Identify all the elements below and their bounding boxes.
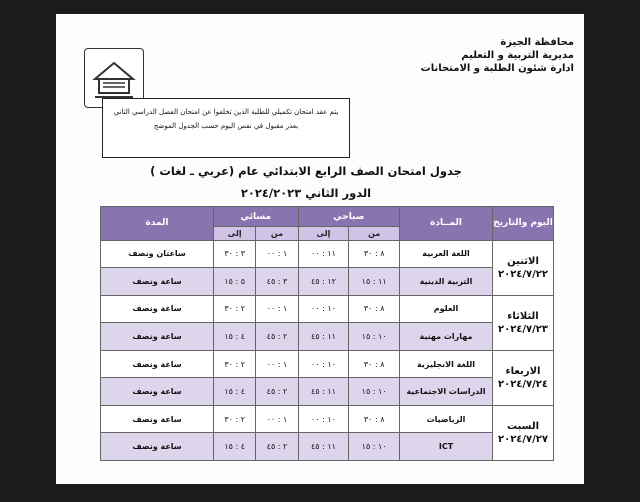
evening-from-cell: ١ : ٠٠ <box>256 350 298 378</box>
table-row <box>101 240 554 268</box>
day-date: ٢٠٢٤/٧/٢٤ <box>497 378 549 390</box>
day-name: الاثنين <box>507 255 539 267</box>
subject-cell: مهارات مهنية <box>400 323 493 351</box>
duration-cell: ساعة ونصف <box>101 433 214 461</box>
header-directorate: مديرية التربية و التعليم <box>461 50 574 61</box>
morning-to-cell: ١٠ : ٠٠ <box>298 295 349 323</box>
subject-cell: التربية الدينية <box>400 268 493 296</box>
exam-schedule-table <box>100 206 554 461</box>
table-row <box>101 433 554 461</box>
table-row <box>101 405 554 433</box>
header-morning-from: من <box>349 227 400 240</box>
morning-from-cell: ٨ : ٣٠ <box>349 295 400 323</box>
header-morning: صباحي <box>298 207 399 227</box>
day-date: ٢٠٢٤/٧/٢٢ <box>497 268 549 280</box>
day-name: السبت <box>506 420 540 432</box>
morning-from-cell: ١١ : ١٥ <box>349 268 400 296</box>
day-name: الثلاثاء <box>507 310 539 322</box>
notice-line-2: بعذر مقبول في نفس اليوم حسب الجدول الموضح <box>153 122 299 130</box>
duration-cell: ساعة ونصف <box>101 350 214 378</box>
subject-cell: اللغة العربية <box>400 240 493 268</box>
duration-cell: ساعة ونصف <box>101 295 214 323</box>
morning-from-cell: ٨ : ٣٠ <box>349 240 400 268</box>
duration-cell: ساعة ونصف <box>101 268 214 296</box>
subject-cell: الدراسات الاجتماعية <box>400 378 493 406</box>
subject-cell: الرياضيات <box>400 405 493 433</box>
subject-cell: اللغة الانجليزية <box>400 350 493 378</box>
day-date: ٢٠٢٤/٧/٢٣ <box>497 323 549 335</box>
evening-to-cell: ٢ : ٣٠ <box>214 405 256 433</box>
makeup-exam-notice <box>102 98 350 158</box>
table-row <box>101 268 554 296</box>
morning-from-cell: ١٠ : ١٥ <box>349 433 400 461</box>
morning-to-cell: ١١ : ٤٥ <box>298 433 349 461</box>
header-governorate: محافظة الجيزة <box>500 37 574 48</box>
evening-from-cell: ١ : ٠٠ <box>256 405 298 433</box>
morning-to-cell: ١٠ : ٠٠ <box>298 350 349 378</box>
duration-cell: ساعة ونصف <box>101 323 214 351</box>
morning-to-cell: ١١ : ٤٥ <box>298 378 349 406</box>
directorate-header <box>421 36 574 75</box>
table-row <box>101 295 554 323</box>
morning-to-cell: ١٠ : ٠٠ <box>298 405 349 433</box>
morning-from-cell: ٨ : ٣٠ <box>349 405 400 433</box>
header-subject: المــادة <box>400 207 493 241</box>
evening-from-cell: ٢ : ٤٥ <box>256 323 298 351</box>
duration-cell: ساعتان ونصف <box>101 240 214 268</box>
evening-to-cell: ٥ : ١٥ <box>214 268 256 296</box>
duration-cell: ساعة ونصف <box>101 405 214 433</box>
evening-from-cell: ٢ : ٤٥ <box>256 433 298 461</box>
evening-to-cell: ٢ : ٣٠ <box>214 350 256 378</box>
evening-to-cell: ٤ : ١٥ <box>214 323 256 351</box>
subject-cell: العلوم <box>400 295 493 323</box>
subject-cell: ICT <box>400 433 493 461</box>
day-cell <box>493 240 554 295</box>
day-name: الاربعاء <box>505 365 541 377</box>
evening-to-cell: ٢ : ٣٠ <box>214 295 256 323</box>
morning-from-cell: ١٠ : ١٥ <box>349 323 400 351</box>
day-cell <box>493 405 554 460</box>
header-duration: المدة <box>101 207 214 241</box>
evening-to-cell: ٤ : ١٥ <box>214 433 256 461</box>
document-page <box>56 14 584 484</box>
header-evening: مسائي <box>214 207 299 227</box>
notice-line-1: يتم عقد امتحان تكميلي للطلبة الذين تخلفوا عن امتحان الفصل الدراسي الثاني <box>113 108 339 116</box>
table-row <box>101 378 554 406</box>
morning-from-cell: ٨ : ٣٠ <box>349 350 400 378</box>
table-row <box>101 323 554 351</box>
day-cell <box>493 295 554 350</box>
header-department: ادارة شئون الطلبة و الامتحانات <box>420 63 574 74</box>
evening-to-cell: ٣ : ٣٠ <box>214 240 256 268</box>
header-evening-to: إلى <box>214 227 256 240</box>
morning-to-cell: ١١ : ٤٥ <box>298 323 349 351</box>
evening-from-cell: ١ : ٠٠ <box>256 240 298 268</box>
header-evening-from: من <box>256 227 298 240</box>
evening-from-cell: ٢ : ٤٥ <box>256 378 298 406</box>
evening-to-cell: ٤ : ١٥ <box>214 378 256 406</box>
table-row <box>101 350 554 378</box>
header-day-date: اليوم والتاريخ <box>493 207 554 241</box>
evening-from-cell: ١ : ٠٠ <box>256 295 298 323</box>
evening-from-cell: ٣ : ٤٥ <box>256 268 298 296</box>
header-morning-to: إلى <box>298 227 349 240</box>
schedule-subtitle: الدور الثاني ٢٠٢٤/٢٠٢٣ <box>240 186 372 200</box>
day-cell <box>493 350 554 405</box>
duration-cell: ساعة ونصف <box>101 378 214 406</box>
morning-from-cell: ١٠ : ١٥ <box>349 378 400 406</box>
schedule-title: جدول امتحان الصف الرابع الابتدائي عام (عربي ـ لغات ) <box>150 164 462 178</box>
morning-to-cell: ١١ : ٠٠ <box>298 240 349 268</box>
day-date: ٢٠٢٤/٧/٢٧ <box>497 433 549 445</box>
morning-to-cell: ١٢ : ٤٥ <box>298 268 349 296</box>
